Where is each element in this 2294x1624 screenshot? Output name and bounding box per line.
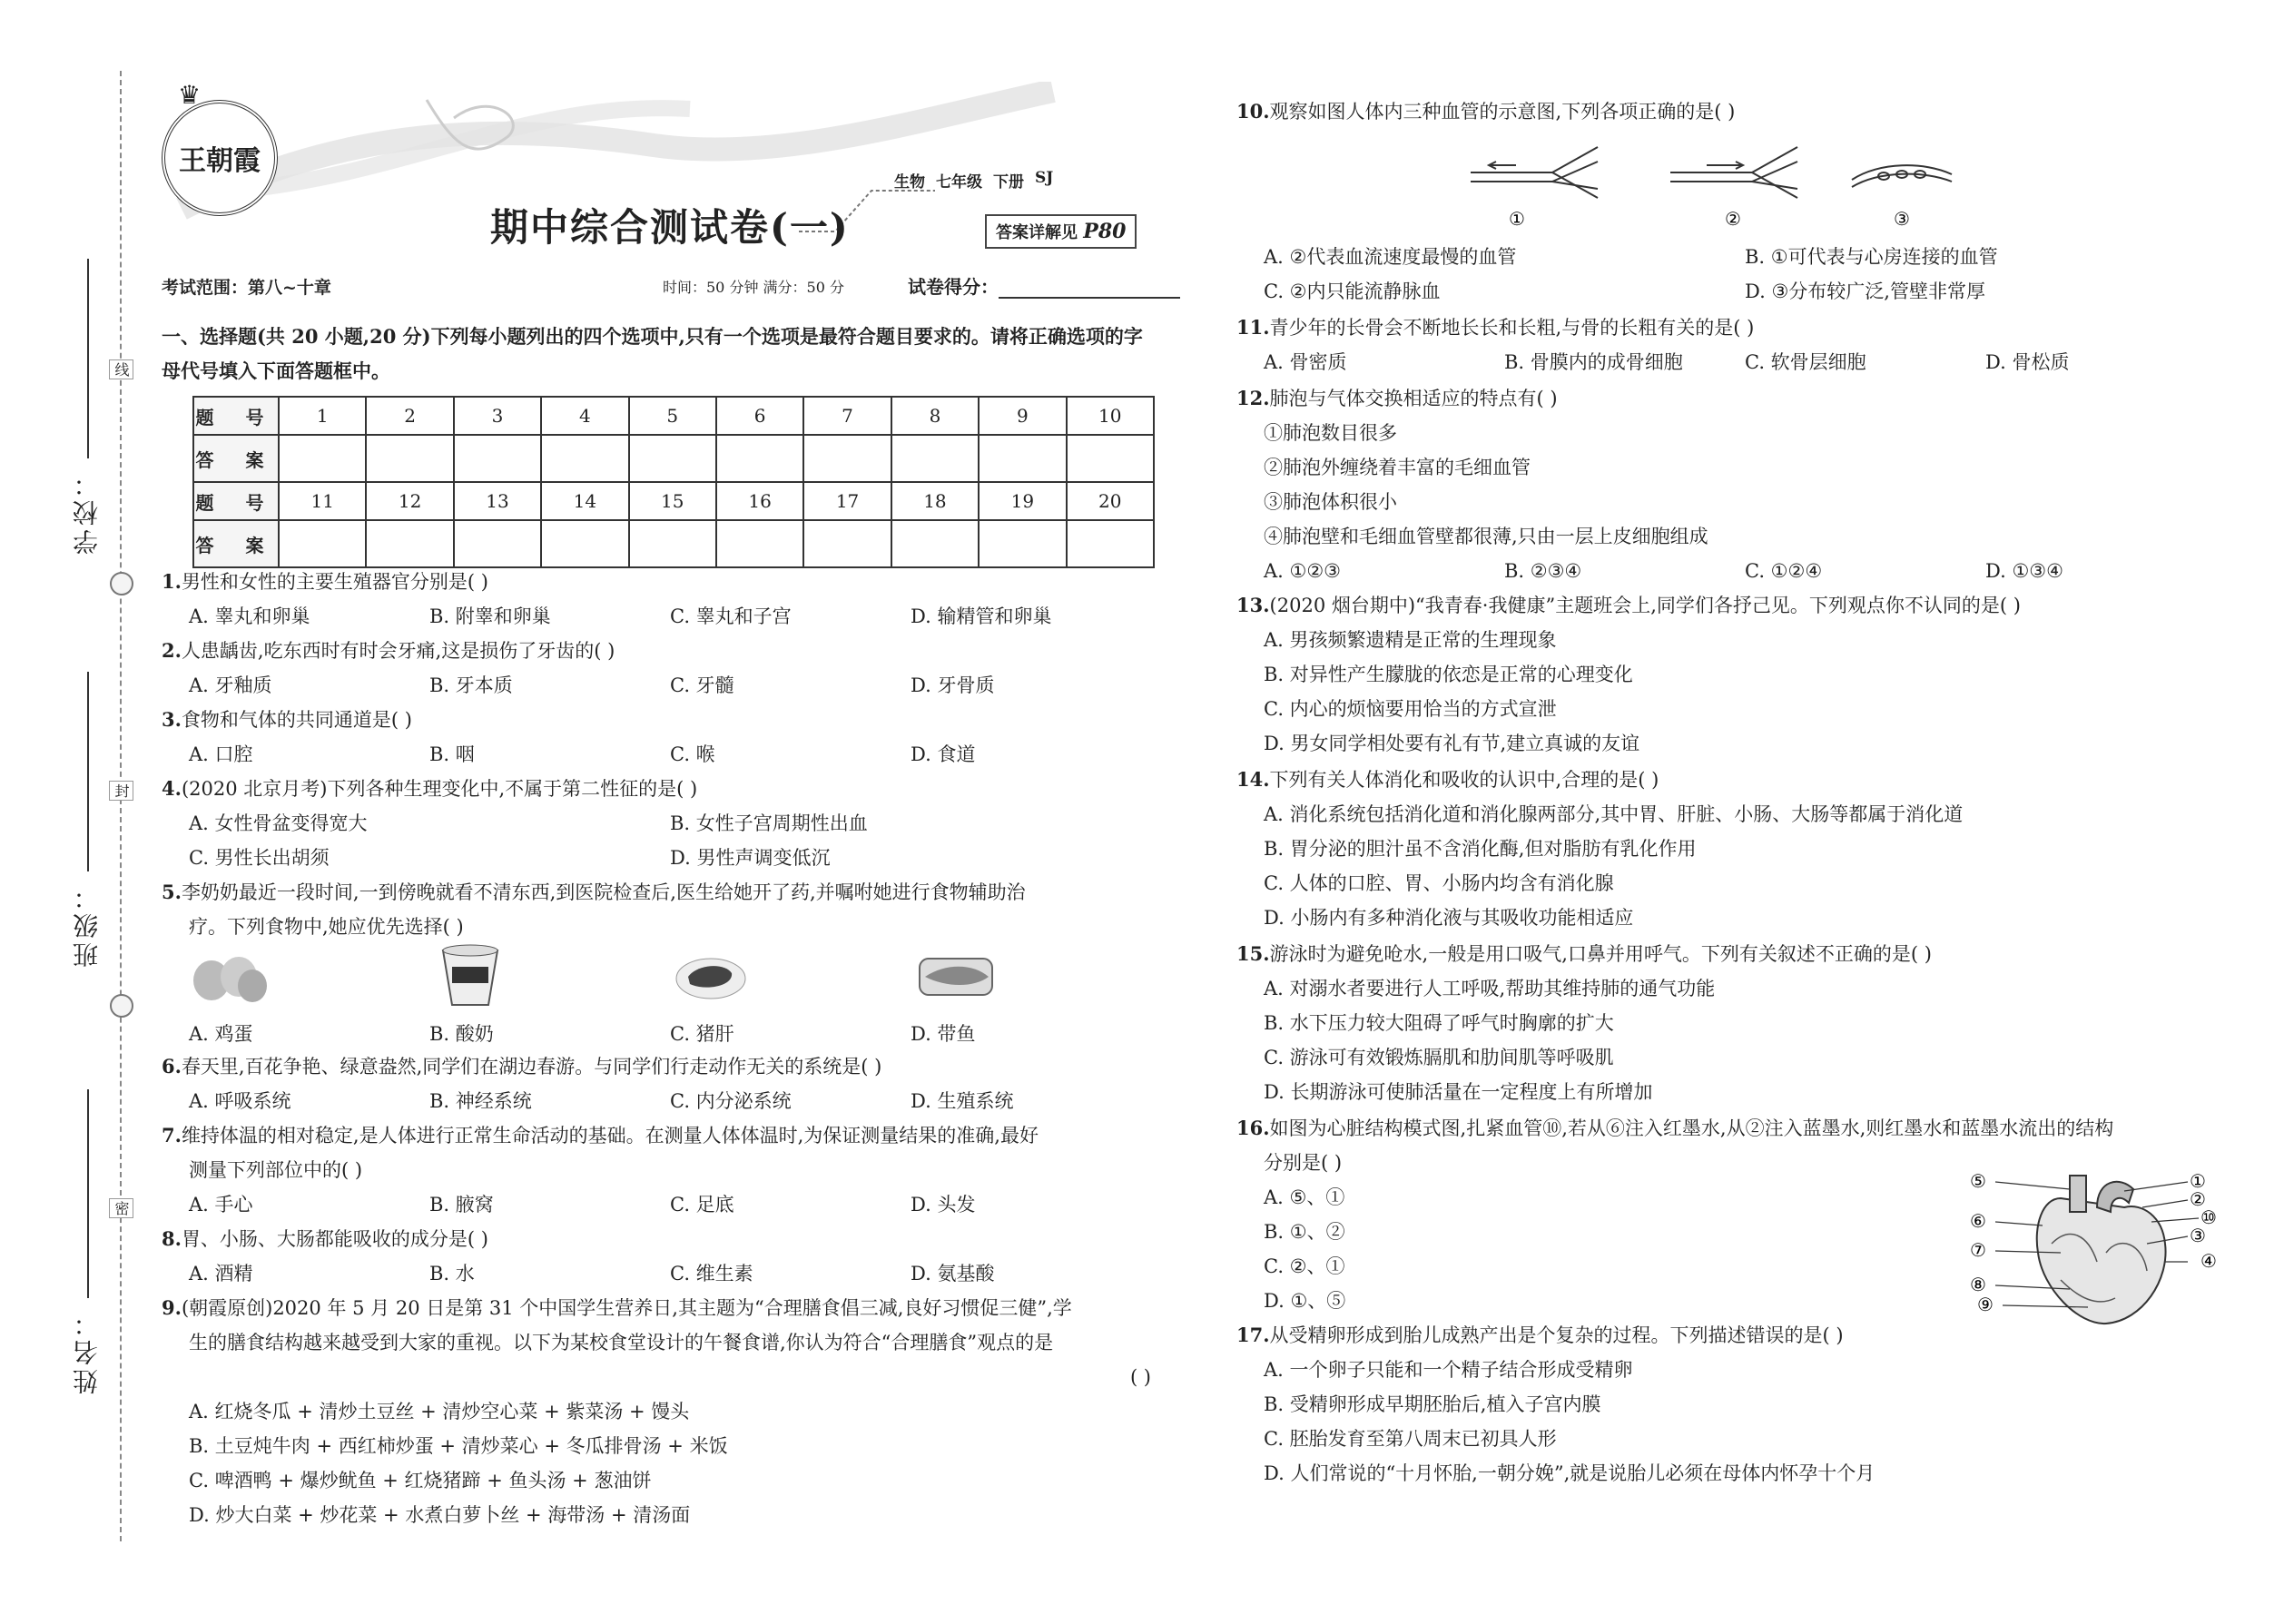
question-number: 16.	[1236, 1117, 1270, 1139]
num-header: 题 号	[193, 397, 279, 435]
school-label: 学校：	[72, 468, 102, 555]
question-number: 10.	[1236, 100, 1270, 123]
option[interactable]: D. 食道	[911, 743, 976, 765]
qnum-cell: 6	[716, 397, 803, 435]
question-6	[162, 1049, 1151, 1118]
score-label: 试卷得分：	[908, 276, 999, 298]
option[interactable]: C. 啤酒鸭 + 爆炒鱿鱼 + 红烧猪蹄 + 鱼头汤 + 葱油饼	[189, 1470, 652, 1491]
answer-cell[interactable]	[454, 435, 541, 482]
question-number: 12.	[1236, 387, 1270, 409]
question-number: 2.	[162, 639, 182, 662]
statement: ①肺泡数目很多	[1264, 422, 1397, 444]
binding-mark: 封	[109, 781, 133, 801]
qnum-cell: 1	[279, 397, 366, 435]
option[interactable]: B. 水	[429, 1263, 475, 1284]
question-text: 如图为心脏结构模式图,扎紧血管⑩,若从⑥注入红墨水,从②注入蓝墨水,则红墨水和蓝墨水流出的结构	[1269, 1117, 2114, 1139]
heart-label: ④	[2200, 1250, 2217, 1272]
qnum-cell: 15	[629, 482, 716, 520]
option[interactable]: D. ①③④	[1985, 560, 2063, 582]
option[interactable]: D. 男女同学相处要有礼有节,建立真诚的友谊	[1264, 733, 1640, 754]
option[interactable]: B. 腋窝	[429, 1194, 494, 1216]
answer-header: 答 案	[193, 520, 279, 567]
question-10-options	[1236, 240, 2226, 309]
heart-label: ③	[2190, 1225, 2206, 1246]
option[interactable]: D. 输精管和卵巢	[911, 605, 1052, 627]
option[interactable]: A. 酒精	[189, 1263, 253, 1284]
option[interactable]: C. 维生素	[670, 1263, 753, 1284]
exam-scope: 考试范围：第八~十章	[162, 278, 331, 298]
option[interactable]: C. 游泳可有效锻炼膈肌和肋间肌等呼吸肌	[1264, 1047, 1614, 1068]
answer-cell[interactable]	[716, 520, 803, 567]
option[interactable]: A. 对溺水者要进行人工呼吸,帮助其维持肺的通气功能	[1264, 978, 1716, 999]
qnum-cell: 4	[541, 397, 628, 435]
binding-hole	[110, 994, 133, 1018]
qnum-cell: 5	[629, 397, 716, 435]
tag-edition: SJ	[1035, 169, 1054, 187]
name-fill-line[interactable]	[87, 1089, 89, 1298]
question-text: 人患龋齿,吃东西时有时会牙痛,这是损伤了牙齿的( )	[181, 640, 615, 662]
option[interactable]: A. 鸡蛋	[189, 1023, 253, 1045]
answer-cell[interactable]	[366, 520, 453, 567]
answer-cell[interactable]	[979, 520, 1066, 567]
option[interactable]: B. 土豆炖牛肉 + 西红柿炒蛋 + 清炒菜心 + 冬瓜排骨汤 + 米饭	[189, 1435, 728, 1457]
blood-vessel-diagram	[1452, 134, 1961, 231]
question-text: 男性和女性的主要生殖器官分别是( )	[181, 571, 488, 593]
answer-cell[interactable]	[891, 520, 979, 567]
option[interactable]: A. 骨密质	[1264, 351, 1347, 373]
crown-icon: ♛	[178, 80, 202, 110]
tag-grade: 七年级	[936, 173, 982, 192]
answer-cell[interactable]	[1067, 435, 1154, 482]
question-number: 9.	[162, 1296, 182, 1319]
option[interactable]: A. 手心	[189, 1194, 253, 1216]
answer-cell[interactable]	[541, 520, 628, 567]
question-number: 15.	[1236, 942, 1270, 965]
question-9	[162, 1291, 1151, 1532]
option[interactable]: C. 人体的口腔、胃、小肠内均含有消化腺	[1264, 872, 1614, 894]
answer-bracket: ( )	[1129, 1366, 1151, 1388]
section-heading: 一、选择题(共 20 小题,20 分)下列每小题列出的四个选项中,只有一个选项是最符合题目要求的。请将正确选项的字母代号填入下面答题框中。	[162, 325, 1143, 382]
option[interactable]: A. 红烧冬瓜 + 清炒土豆丝 + 清炒空心菜 + 紫菜汤 + 馒头	[189, 1401, 690, 1422]
option[interactable]: A. ①②③	[1264, 560, 1341, 582]
question-text: 观察如图人体内三种血管的示意图,下列各项正确的是( )	[1269, 101, 1736, 123]
option[interactable]: C. 牙髓	[670, 674, 734, 696]
binding-mark: 线	[109, 359, 133, 379]
binding-hole	[110, 572, 133, 595]
question-text: 从受精卵形成到胎儿成熟产出是个复杂的过程。下列描述错误的是( )	[1269, 1324, 1844, 1346]
option[interactable]: B. 对异性产生朦胧的依恋是正常的心理变化	[1264, 664, 1633, 685]
statement: ②肺泡外缠绕着丰富的毛细血管	[1264, 457, 1531, 478]
answer-grid	[192, 396, 1155, 568]
question-number: 4.	[162, 777, 182, 800]
option[interactable]: C. 猪肝	[670, 1023, 734, 1045]
answer-cell[interactable]	[1067, 520, 1154, 567]
answer-cell[interactable]	[366, 435, 453, 482]
answer-header: 答 案	[193, 435, 279, 482]
answer-cell[interactable]	[803, 520, 891, 567]
option[interactable]: C. 足底	[670, 1194, 734, 1216]
question-2	[162, 634, 1151, 703]
answer-cell[interactable]	[716, 435, 803, 482]
answer-cell[interactable]	[629, 435, 716, 482]
option[interactable]: B. 酸奶	[429, 1023, 494, 1045]
option[interactable]: C. 内心的烦恼要用恰当的方式宣泄	[1264, 698, 1557, 720]
question-number: 6.	[162, 1055, 182, 1078]
option[interactable]: A. 消化系统包括消化道和消化腺两部分,其中胃、肝脏、小肠、大肠等都属于消化道	[1264, 803, 1964, 825]
qnum-cell: 12	[366, 482, 453, 520]
qnum-cell: 17	[803, 482, 891, 520]
question-4	[162, 772, 1151, 875]
answer-cell[interactable]	[979, 435, 1066, 482]
answer-cell[interactable]	[629, 520, 716, 567]
food-image-eggs	[189, 946, 429, 1015]
question-11	[1236, 310, 2226, 379]
tag-subject: 生物	[894, 173, 925, 192]
option[interactable]: D. 骨松质	[1985, 351, 2070, 373]
question-text: 分别是( )	[1264, 1152, 1343, 1174]
num-header: 题 号	[193, 482, 279, 520]
qnum-cell: 18	[891, 482, 979, 520]
option[interactable]: A. 睾丸和卵巢	[189, 605, 310, 627]
question-text: 下列有关人体消化和吸收的认识中,合理的是( )	[1269, 769, 1659, 791]
option[interactable]: C. 男性长出胡须	[189, 847, 330, 869]
logo-text: 王朝霞	[179, 145, 261, 177]
question-number: 3.	[162, 708, 182, 731]
qnum-cell: 8	[891, 397, 979, 435]
exam-meta: 时间：50 分钟 满分：50 分	[663, 279, 844, 296]
tag-volume: 下册	[993, 173, 1024, 192]
question-17	[1236, 1318, 2226, 1491]
question-15	[1236, 937, 2226, 1109]
option[interactable]: A. 一个卵子只能和一个精子结合形成受精卵	[1264, 1359, 1633, 1381]
option[interactable]: D. ①、⑤	[1264, 1290, 1346, 1312]
question-number: 17.	[1236, 1324, 1270, 1346]
option[interactable]: A. 牙釉质	[189, 674, 272, 696]
question-3	[162, 703, 1151, 772]
qnum-cell: 20	[1067, 482, 1154, 520]
option[interactable]: D. 人们常说的“十月怀胎,一朝分娩”,就是说胎儿必须在母体内怀孕十个月	[1264, 1462, 1876, 1484]
question-number: 11.	[1236, 316, 1270, 339]
class-fill-line[interactable]	[87, 672, 89, 871]
question-text: 食物和气体的共同通道是( )	[181, 709, 412, 731]
question-text: 测量下列部位中的( )	[189, 1159, 363, 1181]
option[interactable]: C. 睾丸和子宫	[670, 605, 792, 627]
statement: ③肺泡体积很小	[1264, 491, 1397, 513]
name-label: 姓名：	[72, 1307, 102, 1394]
option[interactable]: B. 受精卵形成早期胚胎后,植入子宫内膜	[1264, 1393, 1601, 1415]
vessel-label: ①	[1509, 208, 1525, 230]
option[interactable]: C. 喉	[670, 743, 715, 765]
question-text: 肺泡与气体交换相适应的特点有( )	[1269, 388, 1558, 409]
answer-reference	[985, 214, 1137, 249]
option[interactable]: B. 胃分泌的胆汁虽不含消化酶,但对脂肪有乳化作用	[1264, 838, 1697, 860]
question-text: 春天里,百花争艳、绿意盎然,同学们在湖边春游。与同学们行走动作无关的系统是( )	[181, 1056, 882, 1078]
option[interactable]: A. 男孩频繁遗精是正常的生理现象	[1264, 629, 1557, 651]
question-13	[1236, 588, 2226, 761]
option[interactable]: B. ①、②	[1264, 1221, 1345, 1243]
question-number: 13.	[1236, 594, 1270, 616]
option[interactable]: D. 男性声调变低沉	[670, 847, 831, 869]
option[interactable]: A. 口腔	[189, 743, 253, 765]
vessel-label: ③	[1894, 208, 1910, 230]
vessel-label: ②	[1725, 208, 1741, 230]
option[interactable]: B. ②③④	[1504, 560, 1582, 582]
option[interactable]: A. 女性骨盆变得宽大	[189, 812, 368, 834]
binding-dashed-line	[120, 71, 122, 1541]
question-text: 维持体温的相对稳定,是人体进行正常生命活动的基础。在测量人体体温时,为保证测量结果的准确,最好	[181, 1125, 1039, 1147]
answer-reference-label: 答案详解见	[996, 223, 1078, 242]
option[interactable]: B. 咽	[429, 743, 475, 765]
option[interactable]: D. 氨基酸	[911, 1263, 995, 1284]
option[interactable]: B. 神经系统	[429, 1090, 532, 1112]
answer-cell[interactable]	[541, 435, 628, 482]
question-text: (2020 烟台期中)“我青春·我健康”主题班会上,同学们各抒己见。下列观点你不认同的是( )	[1269, 595, 2021, 616]
option[interactable]: D. 小肠内有多种消化液与其吸收功能相适应	[1264, 907, 1634, 929]
question-7	[162, 1118, 1151, 1222]
class-label: 班级：	[72, 881, 102, 968]
question-text: 生的膳食结构越来越受到大家的重视。以下为某校食堂设计的午餐食谱,你认为符合“合理膳食”观点的是	[189, 1332, 1054, 1353]
heart-label: ②	[2190, 1188, 2206, 1210]
question-1	[162, 565, 1151, 634]
exam-title: 期中综合测试卷(一)	[490, 205, 850, 250]
option[interactable]: C. 内分泌系统	[670, 1090, 792, 1112]
qnum-cell: 19	[979, 482, 1066, 520]
heart-label: ⑨	[1977, 1294, 1994, 1315]
question-text: 李奶奶最近一段时间,一到傍晚就看不清东西,到医院检查后,医生给她开了药,并嘱咐她进行食物辅助治	[181, 881, 1026, 903]
answer-cell[interactable]	[891, 435, 979, 482]
option[interactable]: D. ③分布较广泛,管壁非常厚	[1745, 281, 1985, 302]
heart-label: ⑤	[1970, 1171, 1986, 1192]
score-input-line[interactable]	[999, 281, 1180, 299]
option[interactable]: B. 牙本质	[429, 674, 513, 696]
option[interactable]: C. 胚胎发育至第八周末已初具人形	[1264, 1428, 1557, 1450]
question-14	[1236, 763, 2226, 935]
option[interactable]: D. 牙骨质	[911, 674, 995, 696]
option[interactable]: C. ①②④	[1745, 560, 1823, 582]
option[interactable]: D. 炒大白菜 + 炒花菜 + 水煮白萝卜丝 + 海带汤 + 清汤面	[189, 1504, 691, 1526]
answer-cell[interactable]	[454, 520, 541, 567]
heart-label: ⑧	[1970, 1274, 1986, 1295]
question-number: 1.	[162, 570, 182, 593]
question-text: 胃、小肠、大肠都能吸收的成分是( )	[181, 1228, 488, 1250]
answer-cell[interactable]	[279, 435, 366, 482]
question-number: 5.	[162, 881, 182, 903]
food-image-liver	[670, 946, 911, 1015]
option[interactable]: D. 长期游泳可使肺活量在一定程度上有所增加	[1264, 1081, 1653, 1103]
question-text: 游泳时为避免呛水,一般是用口吸气,口鼻并用呼气。下列有关叙述不正确的是( )	[1269, 943, 1932, 965]
binding-mark: 密	[109, 1198, 133, 1218]
question-10	[1236, 94, 2226, 129]
question-8	[162, 1222, 1151, 1291]
option[interactable]: B. 女性子宫周期性出血	[670, 812, 868, 834]
heart-label: ⑥	[1970, 1210, 1986, 1232]
option[interactable]: C. ②、①	[1264, 1255, 1345, 1277]
brand-logo	[162, 100, 278, 216]
heart-label: ①	[2190, 1171, 2206, 1192]
option[interactable]: B. 水下压力较大阻碍了呼气时胸廓的扩大	[1264, 1012, 1614, 1034]
qnum-cell: 2	[366, 397, 453, 435]
answer-cell[interactable]	[279, 520, 366, 567]
question-12	[1236, 381, 2226, 588]
statement: ④肺泡壁和毛细血管壁都很薄,只由一层上皮细胞组成	[1264, 526, 1708, 547]
option[interactable]: D. 头发	[911, 1194, 976, 1216]
qnum-cell: 11	[279, 482, 366, 520]
answer-cell[interactable]	[803, 435, 891, 482]
answer-reference-page: P80	[1083, 220, 1127, 243]
option[interactable]: D. 生殖系统	[911, 1090, 1014, 1112]
option[interactable]: A. ②代表血流速度最慢的血管	[1264, 246, 1517, 268]
school-fill-line[interactable]	[87, 259, 89, 458]
food-image-hairtail	[911, 946, 1151, 1015]
option[interactable]: D. 带鱼	[911, 1023, 976, 1045]
qnum-cell: 9	[979, 397, 1066, 435]
food-image-yogurt	[429, 941, 670, 1019]
option[interactable]: C. ②内只能流静脉血	[1264, 281, 1441, 302]
subject-tags	[894, 169, 1053, 192]
option[interactable]: A. 呼吸系统	[189, 1090, 291, 1112]
qnum-cell: 14	[541, 482, 628, 520]
question-number: 7.	[162, 1124, 182, 1147]
qnum-cell: 13	[454, 482, 541, 520]
qnum-cell: 10	[1067, 397, 1154, 435]
qnum-cell: 3	[454, 397, 541, 435]
option[interactable]: C. 软骨层细胞	[1745, 351, 1866, 373]
question-number: 8.	[162, 1227, 182, 1250]
question-text: 青少年的长骨会不断地长长和长粗,与骨的长粗有关的是( )	[1269, 317, 1755, 339]
question-text: (2020 北京月考)下列各种生理变化中,不属于第二性征的是( )	[181, 778, 698, 800]
option[interactable]: B. 骨膜内的成骨细胞	[1504, 351, 1683, 373]
heart-diagram	[1961, 1171, 2233, 1334]
heart-label: ⑩	[2200, 1206, 2217, 1228]
question-text: (朝霞原创)2020 年 5 月 20 日是第 31 个中国学生营养日,其主题为“合理膳食倡三减,良好习惯促三健”,学	[181, 1297, 1072, 1319]
qnum-cell: 16	[716, 482, 803, 520]
question-number: 14.	[1236, 768, 1270, 791]
score-field	[908, 272, 1180, 299]
option[interactable]: A. ⑤、①	[1264, 1186, 1345, 1208]
heart-label: ⑦	[1970, 1239, 1986, 1261]
option[interactable]: B. 附睾和卵巢	[429, 605, 551, 627]
question-5	[162, 875, 1151, 1051]
question-text: 疗。下列食物中,她应优先选择( )	[189, 916, 464, 938]
option[interactable]: B. ①可代表与心房连接的血管	[1745, 246, 1998, 268]
qnum-cell: 7	[803, 397, 891, 435]
